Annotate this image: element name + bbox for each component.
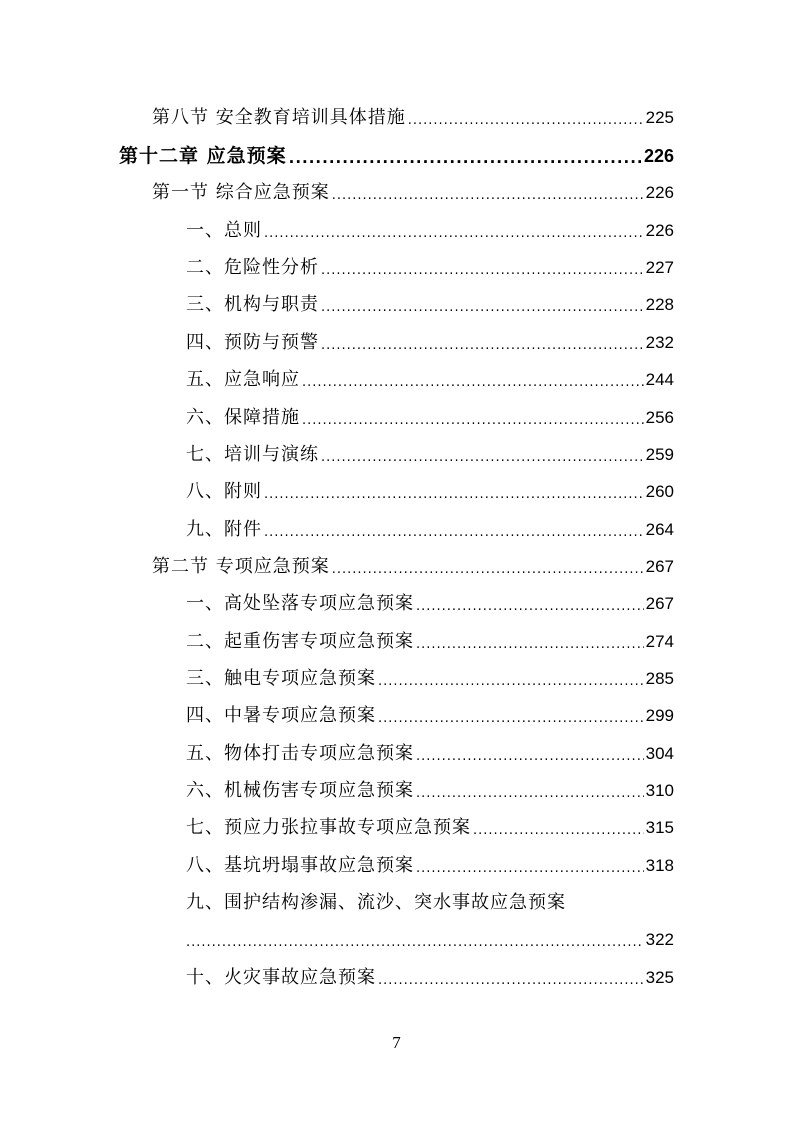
toc-entry-item[interactable] [186, 444, 674, 466]
toc-entry-page: 228 [645, 295, 674, 314]
toc-entry-label: 十、火灾事故应急预案 [186, 967, 376, 988]
toc-entry-label: 八、附则 [186, 481, 262, 502]
toc-entry-label: 二、起重伤害专项应急预案 [186, 631, 414, 652]
toc-entry-page: 315 [645, 818, 674, 837]
toc-leader-dots [302, 372, 644, 394]
toc-entry-item[interactable] [186, 705, 674, 727]
toc-entry-page: 322 [645, 930, 674, 949]
toc-entry-item[interactable] [186, 817, 674, 839]
toc-entry-item[interactable] [186, 780, 674, 802]
toc-entry-label: 三、机构与职责 [186, 294, 319, 315]
toc-entry-label: 一、总则 [186, 220, 262, 241]
toc-leader-dots [302, 410, 644, 432]
toc-entry-section-1[interactable] [152, 182, 674, 204]
toc-entry-chapter-12[interactable] [119, 145, 674, 167]
toc-entry-page: 299 [645, 706, 674, 725]
toc-entry-item[interactable] [186, 332, 674, 354]
toc-entry-label: 第十二章 应急预案 [119, 145, 287, 167]
toc-entry-label: 五、物体打击专项应急预案 [186, 743, 414, 764]
toc-entry-page: 225 [645, 108, 674, 127]
toc-entry-label: 九、附件 [186, 519, 262, 540]
toc-entry-page: 226 [645, 221, 674, 240]
toc-leader-dots [416, 596, 644, 618]
toc-entry-label: 七、培训与演练 [186, 444, 319, 465]
page-number: 7 [392, 1033, 401, 1052]
toc-entry-page: 226 [645, 183, 674, 202]
toc-entry-page: 264 [645, 520, 674, 539]
toc-leader-dots [321, 335, 644, 357]
toc-entry-item[interactable] [186, 519, 674, 541]
toc-entry-item-continuation[interactable] [186, 929, 674, 951]
toc-entry-label: 六、机械伤害专项应急预案 [186, 780, 414, 801]
toc-entry-page: 285 [645, 669, 674, 688]
toc-entry-section-8[interactable] [152, 107, 674, 129]
toc-entry-page: 259 [645, 445, 674, 464]
toc-entry-item[interactable] [186, 967, 674, 989]
toc-entry-label: 第二节 专项应急预案 [152, 556, 330, 577]
toc-leader-dots [416, 783, 644, 805]
toc-leader-dots [378, 708, 644, 730]
toc-entry-page: 226 [643, 146, 674, 166]
toc-entry-label: 四、预防与预警 [186, 332, 319, 353]
toc-leader-dots [408, 110, 644, 132]
toc-entry-item[interactable] [186, 407, 674, 429]
toc-leader-dots [321, 447, 644, 469]
toc-entry-page: 260 [645, 482, 674, 501]
toc-entry-label: 八、基坑坍塌事故应急预案 [186, 855, 414, 876]
toc-entry-item[interactable] [186, 855, 674, 877]
toc-entry-label: 七、预应力张拉事故专项应急预案 [186, 817, 471, 838]
toc-entry-item[interactable] [186, 631, 674, 653]
toc-entry-label: 一、高处坠落专项应急预案 [186, 593, 414, 614]
toc-entry-item[interactable] [186, 743, 674, 765]
toc-leader-dots [264, 484, 644, 506]
toc-entry-page: 304 [645, 744, 674, 763]
toc-entry-item[interactable] [186, 369, 674, 391]
toc-entry-item[interactable] [186, 668, 674, 690]
toc-entry-item[interactable] [186, 593, 674, 615]
toc-entry-item[interactable] [186, 257, 674, 279]
toc-leader-dots [332, 185, 644, 207]
toc-leader-dots [473, 820, 644, 842]
toc-entry-page: 310 [645, 781, 674, 800]
toc-entry-page: 232 [645, 333, 674, 352]
toc-entry-label: 二、危险性分析 [186, 257, 319, 278]
toc-entry-page: 267 [645, 594, 674, 613]
toc-entry-page: 256 [645, 408, 674, 427]
toc-leader-dots [416, 858, 644, 880]
toc-leader-dots [416, 634, 644, 656]
toc-leader-dots [186, 932, 644, 954]
toc-entry-page: 274 [645, 632, 674, 651]
toc-entry-section-2[interactable] [152, 556, 674, 578]
toc-leader-dots [332, 559, 644, 581]
toc-leader-dots [416, 746, 644, 768]
toc-entry-page: 227 [645, 258, 674, 277]
toc-leader-dots [378, 671, 644, 693]
toc-entry-page: 267 [645, 557, 674, 576]
toc-entry-page: 325 [645, 968, 674, 987]
toc-leader-dots [289, 147, 642, 169]
toc-entry-item[interactable] [186, 220, 674, 242]
toc-entry-page: 318 [645, 856, 674, 875]
toc-entry-label: 三、触电专项应急预案 [186, 668, 376, 689]
toc-entry-label: 六、保障措施 [186, 407, 300, 428]
toc-entry-label: 第八节 安全教育培训具体措施 [152, 107, 406, 128]
toc-entry-label: 四、中暑专项应急预案 [186, 705, 376, 726]
toc-leader-dots [264, 522, 644, 544]
toc-entry-wrapped-label[interactable]: 九、围护结构渗漏、流沙、突水事故应急预案 [186, 892, 566, 913]
toc-entry-page: 244 [645, 370, 674, 389]
toc-entry-label: 五、应急响应 [186, 369, 300, 390]
toc-leader-dots [264, 223, 644, 245]
toc-leader-dots [378, 970, 644, 992]
toc-leader-dots [321, 297, 644, 319]
toc-entry-item[interactable] [186, 481, 674, 503]
toc-entry-label: 第一节 综合应急预案 [152, 182, 330, 203]
toc-entry-item[interactable] [186, 294, 674, 316]
toc-leader-dots [321, 260, 644, 282]
